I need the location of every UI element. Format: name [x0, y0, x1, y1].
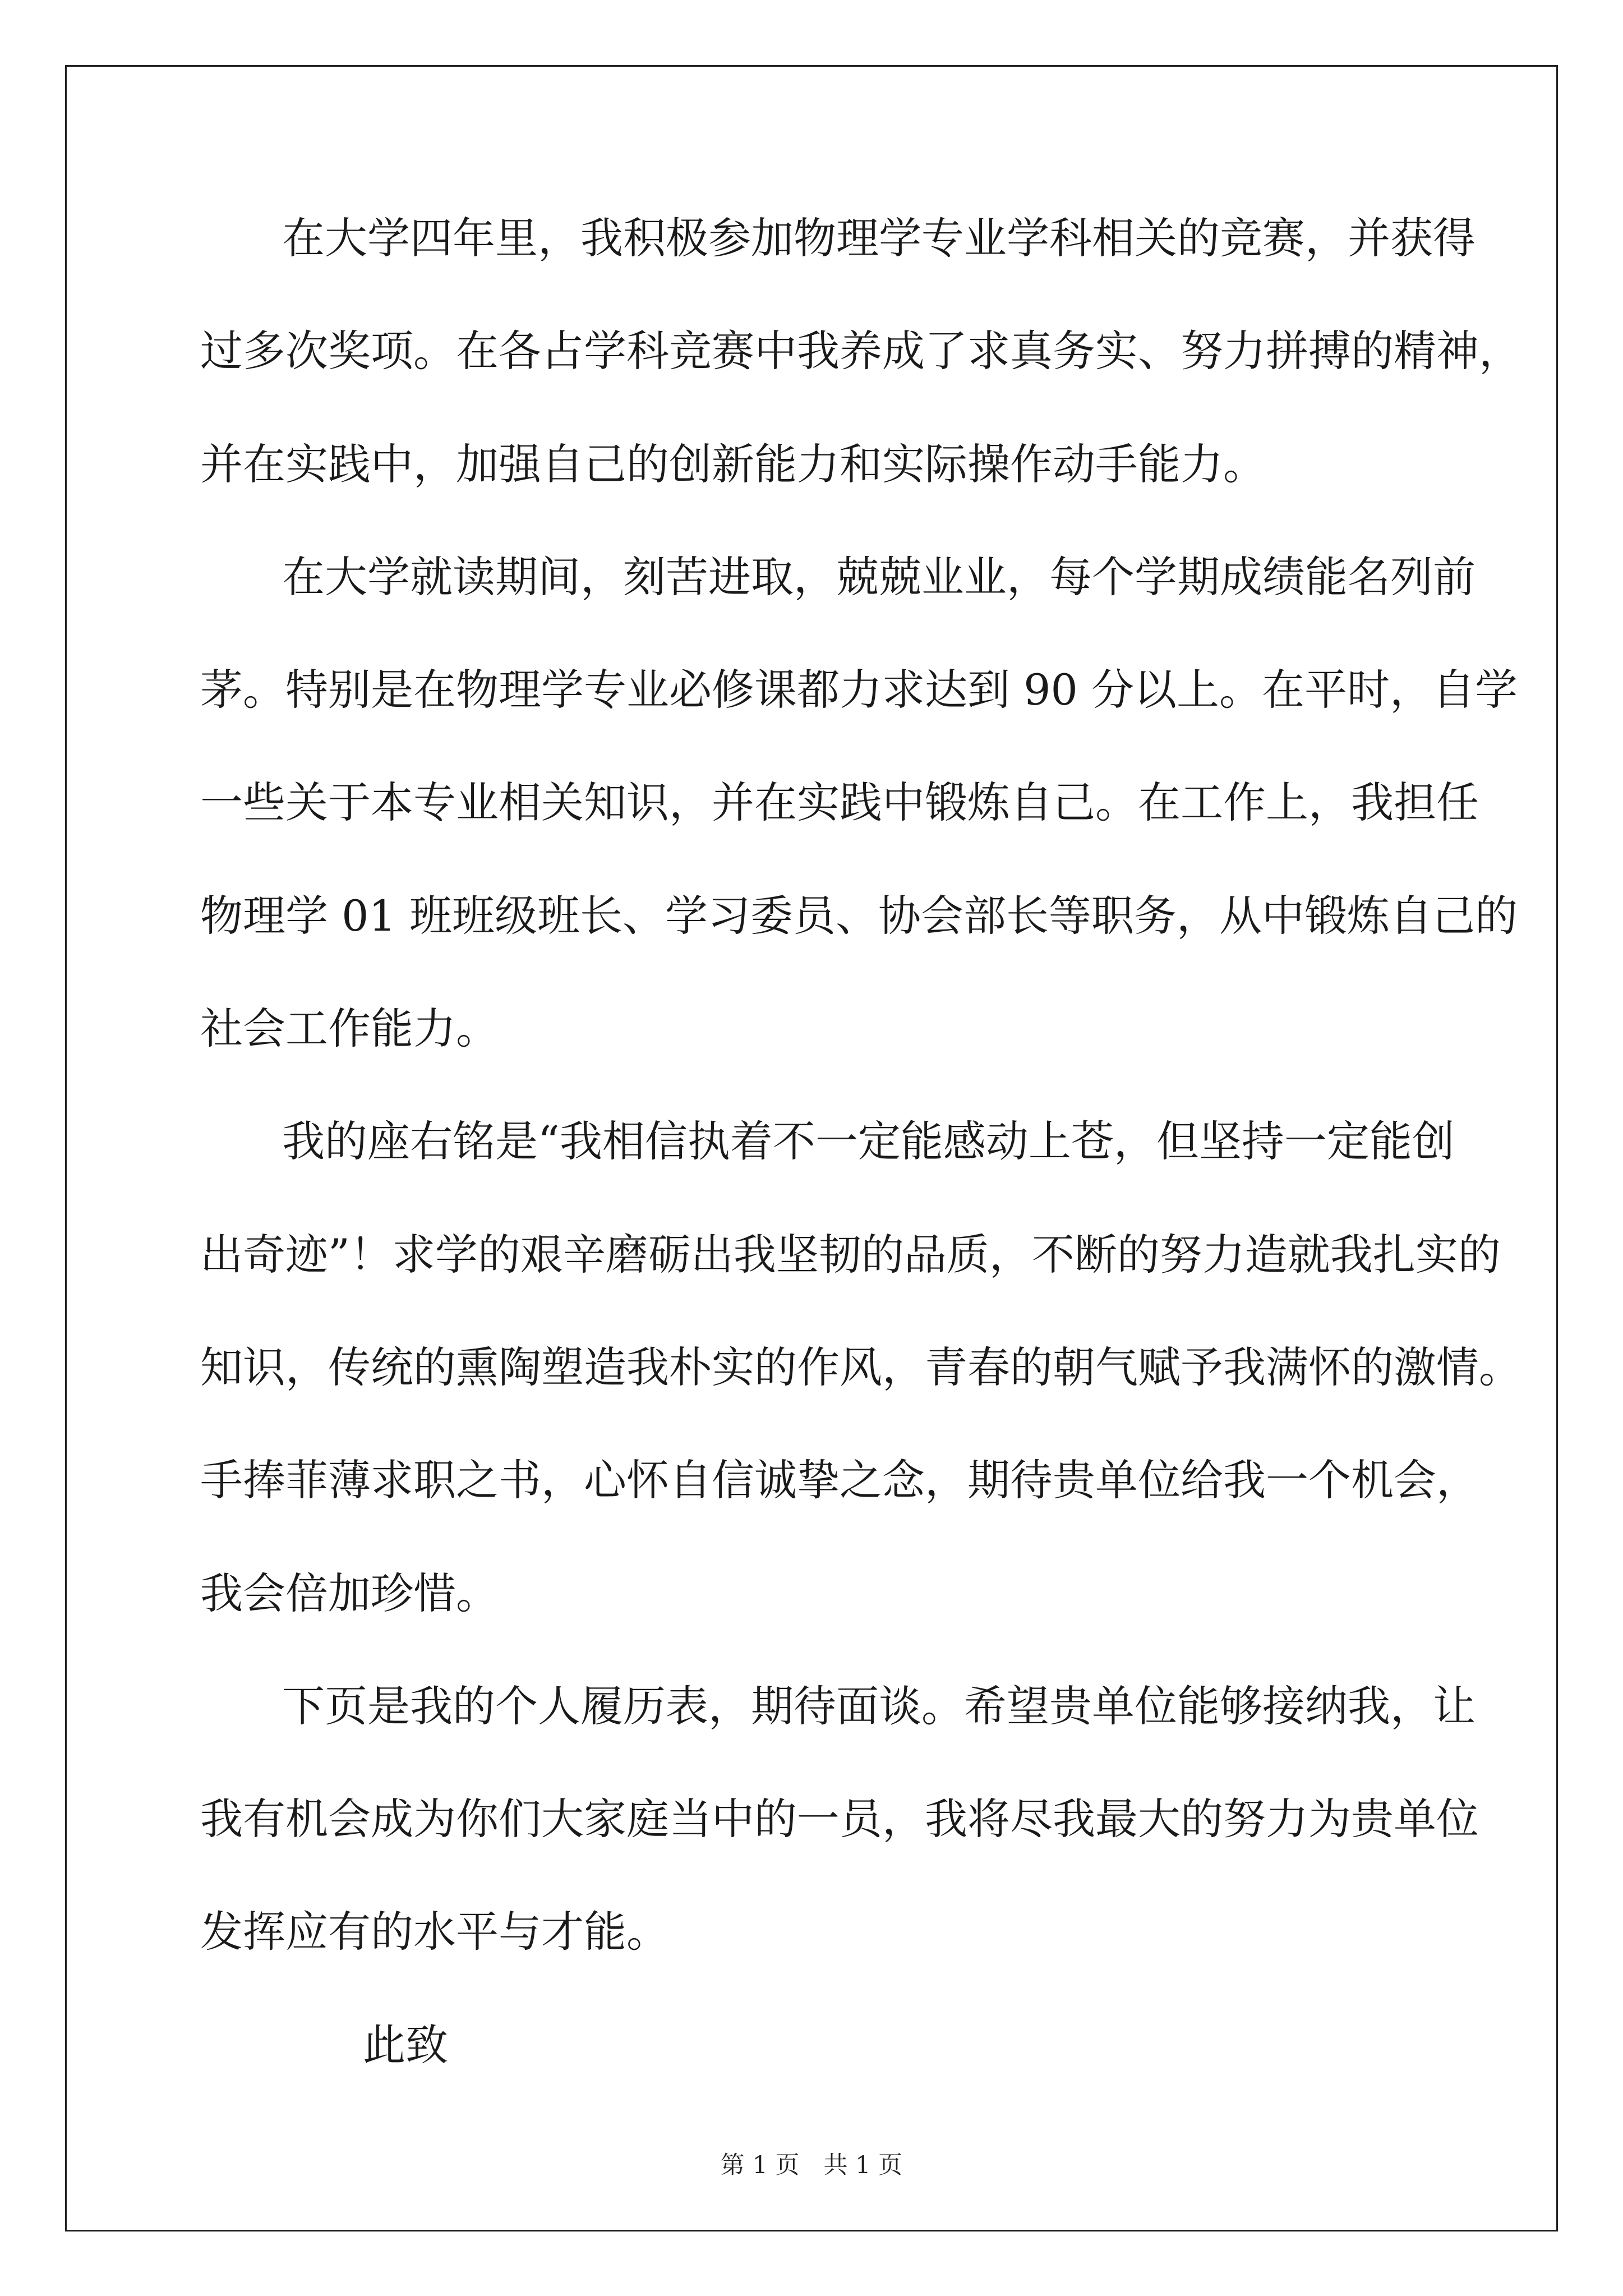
text-line: 知识，传统的熏陶塑造我朴实的作风，青春的朝气赋予我满怀的激情。: [200, 1342, 1521, 1392]
text-line: 在大学四年里，我积极参加物理学专业学科相关的竞赛，并获得: [282, 213, 1476, 263]
text-line: 在大学就读期间，刻苦进取，兢兢业业，每个学期成绩能名列前: [282, 551, 1476, 602]
text-line: 下页是我的个人履历表，期待面谈。希望贵单位能够接纳我，让: [282, 1681, 1476, 1731]
text-line: 手捧菲薄求职之书，心怀自信诚挚之念，期待贵单位给我一个机会，: [200, 1455, 1479, 1506]
text-line: 茅。特别是在物理学专业必修课都力求达到 90 分以上。在平时，自学: [200, 665, 1518, 715]
text-line: 物理学 01 班班级班长、学习委员、协会部长等职务，从中锻炼自己的: [200, 890, 1518, 941]
text-line: 发挥应有的水平与才能。: [200, 1907, 669, 1957]
text-line: 并在实践中，加强自己的创新能力和实际操作动手能力。: [200, 439, 1266, 489]
text-line: 过多次奖项。在各占学科竞赛中我养成了求真务实、努力拼搏的精神，: [200, 326, 1521, 376]
page-number: 第 1 页 共 1 页: [720, 2151, 903, 2179]
text-line: 出奇迹”！求学的艰辛磨砺出我坚韧的品质，不断的努力造就我扎实的: [200, 1229, 1501, 1280]
letter-body: [200, 208, 1521, 2127]
text-line: 我有机会成为你们大家庭当中的一员，我将尽我最大的努力为贵单位: [200, 1794, 1479, 1844]
text-line: 我的座右铭是“我相信执着不一定能感动上苍，但坚持一定能创: [282, 1116, 1455, 1167]
text-line: 我会倍加珍惜。: [200, 1568, 499, 1618]
closing-salutation: 此致: [363, 2019, 448, 2070]
text-line: 社会工作能力。: [200, 1004, 499, 1054]
text-line: 一些关于本专业相关知识，并在实践中锻炼自己。在工作上，我担任: [200, 777, 1479, 828]
